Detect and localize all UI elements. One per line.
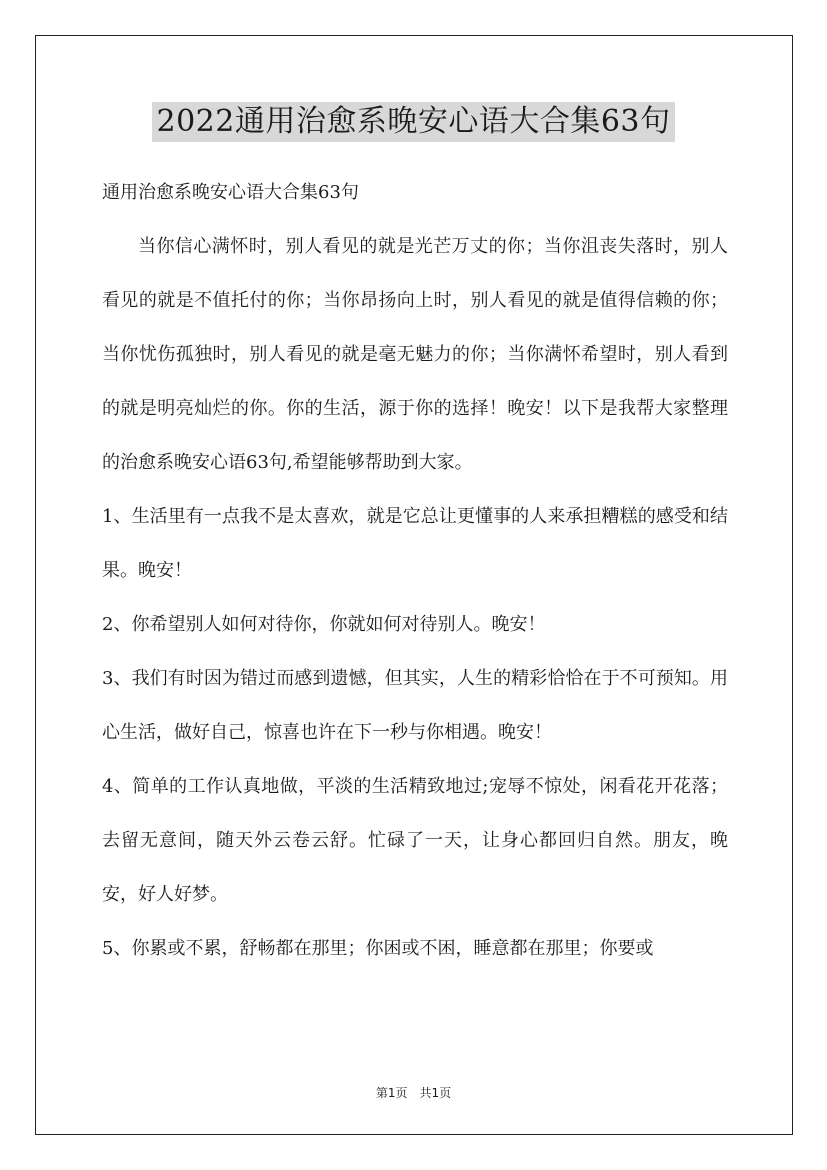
list-item-2: 2、你希望别人如何对待你，你就如何对待别人。晚安！ — [102, 614, 546, 635]
document-title-wrap — [0, 102, 827, 142]
list-item-4: 4、简单的工作认真地做，平淡的生活精致地过;宠辱不惊处，闲看花开花落；去留无意间，随天外云卷云舒。忙碌了一天，让身心都回归自然。朋友，晚安，好人好梦。 — [102, 776, 728, 905]
intro-paragraph: 当你信心满怀时，别人看见的就是光芒万丈的你；当你沮丧失落时，别人看见的就是不值托付的你；当你昂扬向上时，别人看见的就是值得信赖的你； 当你忧伤孤独时，别人看见的就是毫无魅力的你；当你满怀希望时，别人看到的就是明亮灿烂的你。你的生活，源于你的选择！晚安！以下是我帮大家整理的治愈系晚安心语63句,希望能够帮助到大家。 — [102, 236, 728, 473]
document-title: 2022通用治愈系晚安心语大合集63句 — [152, 102, 674, 142]
list-item-3: 3、我们有时因为错过而感到遗憾，但其实，人生的精彩恰恰在于不可预知。用心生活，做好自己，惊喜也许在下一秒与你相遇。晚安！ — [102, 668, 728, 743]
list-item-5: 5、你累或不累，舒畅都在那里；你困或不困，睡意都在那里；你要或 — [102, 938, 654, 959]
document-body — [102, 170, 728, 976]
page-footer: 第1页 共1页 — [375, 1086, 452, 1100]
document-subtitle: 通用治愈系晚安心语大合集63句 — [102, 182, 359, 203]
list-item-1: 1、生活里有一点我不是太喜欢，就是它总让更懂事的人来承担糟糕的感受和结果。晚安！ — [102, 506, 728, 581]
